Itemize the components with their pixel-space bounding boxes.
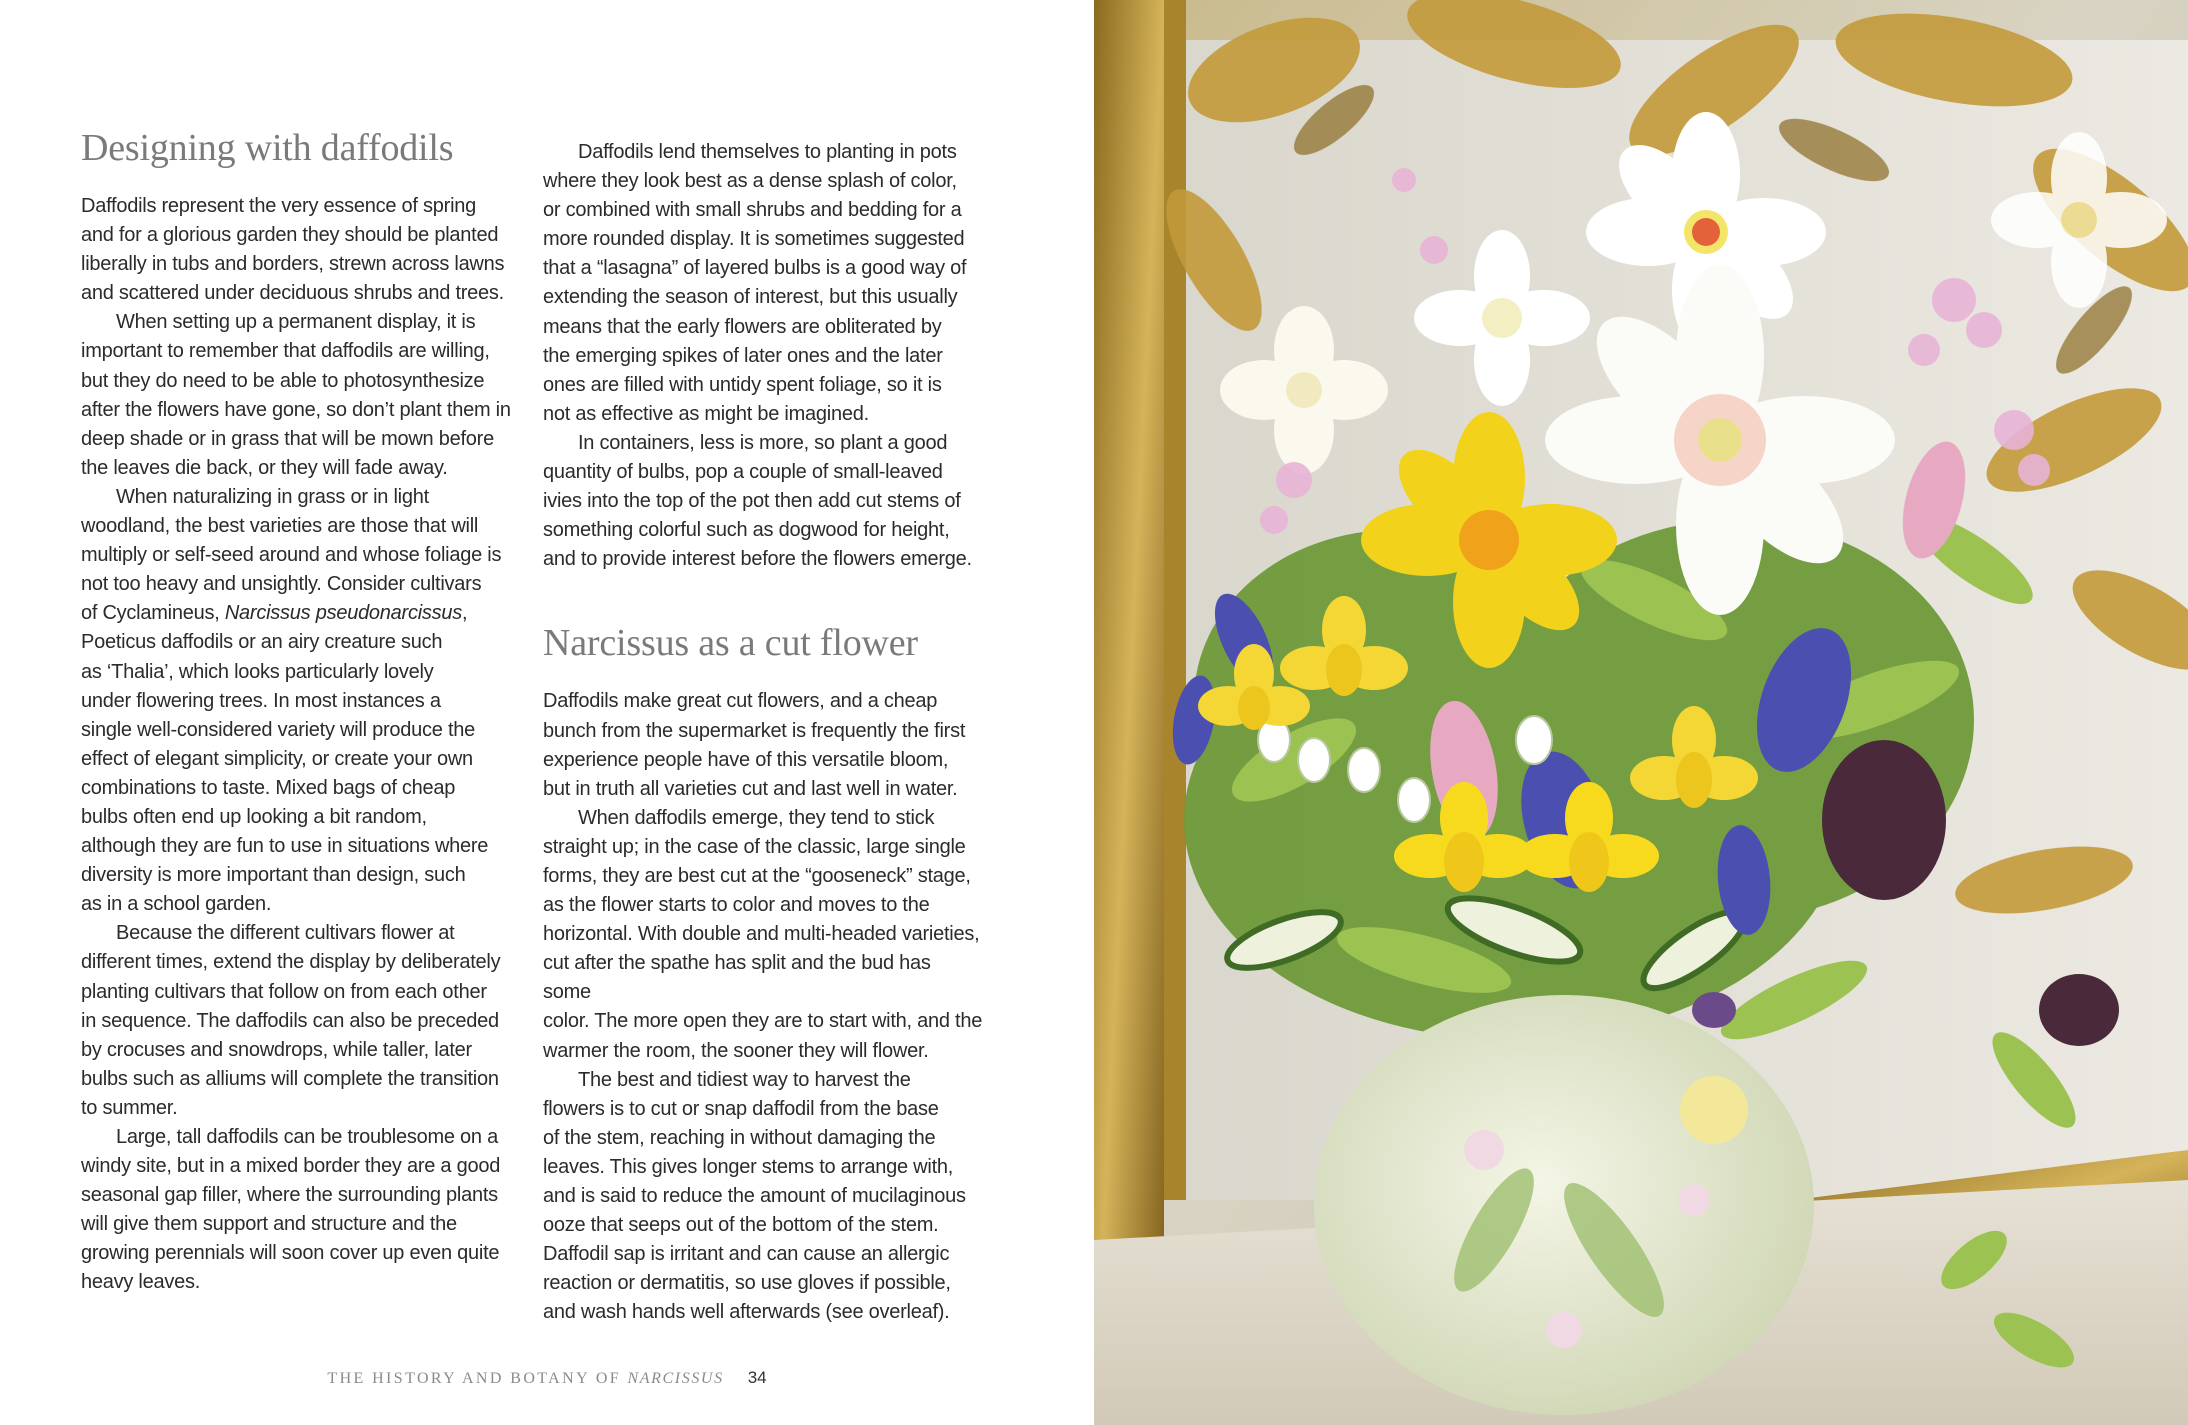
section-heading-designing: Designing with daffodils <box>81 127 454 169</box>
paragraph: Daffodils lend themselves to planting in pots where they look best as a dense splash of color, or combined with small shrubs and bedding for a more rounded display. It is sometimes suggested that a “lasagna” of layered bulbs is a good way of extending the season of interest, but this usually means that the early flowers are obliterated by the emerging spikes of later ones and the later ones are filled with untidy spent foliage, so it is not as effective as might be imagined. <box>543 141 967 425</box>
paragraph: In containers, less is more, so plant a good quantity of bulbs, pop a couple of small-leaved ivies into the top of the pot then add cut stems of something colorful such as dogwood for height, and to provide interest before the flowers emerge. <box>543 431 972 571</box>
italic-species-name: Narcissus pseudonarcissus <box>224 602 463 625</box>
paragraph: When setting up a permanent display, it is important to remember that daffodils are willing, but they do need to be able to photosynthesize after the flowers have gone, so don’t plant them in deep shade or in grass that will be mown before the leaves die back, or they will fade away. <box>81 311 511 479</box>
paragraph: Daffodils make great cut flowers, and a cheap bunch from the supermarket is frequently the first experience people have of this versatile bloom, but in truth all varieties cut and last well in water. <box>543 690 966 800</box>
paragraph-text: , Poeticus daffodils or an airy creature such as ‘Thalia’, which looks particularly lovely under flowering trees. In most instances a single well-considered variety will produce the effect of elegant simplicity, or create your own combinations to taste. Mixed bags of cheap bulbs often end up looking a bit random, although they are fun to use in situations where diversity is more important than design, such as in a school garden. <box>81 602 489 916</box>
paragraph: Large, tall daffodils can be troublesome on a windy site, but in a mixed border they are a good seasonal gap filler, where the surrounding plants will give them support and structure and the growing perennials will soon cover up even quite heavy leaves. <box>81 1126 501 1294</box>
page-footer <box>0 1368 1094 1388</box>
section-heading-cut-flower: Narcissus as a cut flower <box>543 622 918 665</box>
running-head-italic: NARCISSUS <box>627 1370 724 1387</box>
paragraph: Because the different cultivars flower at different times, extend the display by deliberately planting cultivars that follow on from each other in sequence. The daffodils can also be preceded by crocuses and snowdrops, while taller, later bulbs such as alliums will complete the transition to summer. <box>81 922 501 1119</box>
paragraph-cultivars <box>81 483 521 919</box>
running-head-text: THE HISTORY AND BOTANY OF <box>327 1370 628 1387</box>
text-column-right <box>543 122 983 1327</box>
paragraph-text: When naturalizing in grass or in light woodland, the best varieties are those that will multiply or self-seed around and whose foliage is not too heavy and unsightly. Consider cultivars of Cyclamineus, <box>81 485 502 625</box>
paragraph: When daffodils emerge, they tend to stick straight up; in the case of the classic, large single forms, they are best cut at the “gooseneck” stage, as the flower starts to color and moves to the horizontal. With double and multi-headed varieties, cut after the spathe has split and the bud has some color. The more open they are to start with, and the warmer the room, the sooner they will flower. <box>543 806 983 1062</box>
text-column-left <box>81 122 521 1298</box>
page-number: 34 <box>747 1368 767 1387</box>
paragraph: Daffodils represent the very essence of spring and for a glorious garden they should be planted liberally in tubs and borders, strewn across lawns and scattered under deciduous shrubs and trees. <box>81 195 505 305</box>
running-head <box>327 1370 723 1387</box>
flower-arrangement-photo <box>1094 0 2188 1425</box>
paragraph: The best and tidiest way to harvest the flowers is to cut or snap daffodil from the base of the stem, reaching in without damaging the leaves. This gives longer stems to arrange with, and is said to reduce the amount of mucilaginous ooze that seeps out of the bottom of the stem. Daffodil sap is irritant and can cause an allergic reaction or dermatitis, so use gloves if possible, and wash hands well afterwards (see overleaf). <box>543 1068 966 1324</box>
